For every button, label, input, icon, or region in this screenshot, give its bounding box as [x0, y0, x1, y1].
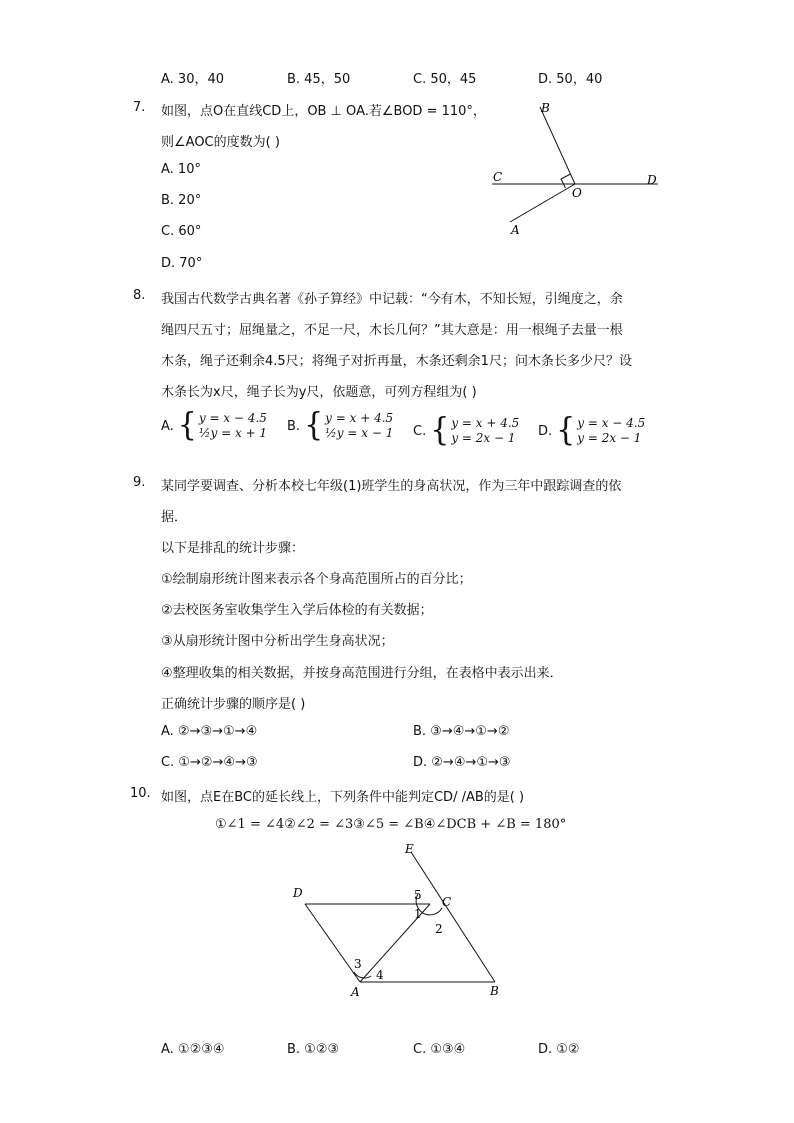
q10-option-c: C. ①③④ — [413, 1042, 466, 1057]
q10-option-a: A. ①②③④ — [161, 1042, 225, 1057]
brace-symbol: { — [430, 412, 450, 449]
q7-label-a: A — [511, 223, 520, 237]
q8-option-d — [538, 412, 646, 449]
q10-label-b: B — [490, 984, 499, 998]
q9-stem-line2: 据． — [161, 510, 188, 525]
q10-label-e: E — [405, 842, 414, 856]
q7-option-a: A. 10° — [161, 162, 201, 177]
q10-angle-label-4: 4 — [376, 968, 384, 982]
q8-stem-line4: 木条长为x尺，绳子长为y尺，依题意，可列方程组为( ) — [161, 385, 477, 400]
q9-stem-line1: 某同学要调查、分析本校七年级(1)班学生的身高状况，作为三年中跟踪调查的依 — [161, 479, 622, 494]
q7-stem-line1: 如图，点O在直线CD上，OB ⊥ OA.若∠BOD = 110°， — [161, 104, 486, 119]
q10-angle-label-3: 3 — [354, 957, 362, 971]
q6-option-a: A. 30，40 — [161, 72, 225, 87]
q8-option-c-eq1: y = x + 4.5 — [451, 416, 520, 430]
q8-option-a-label: A. — [161, 418, 174, 434]
q7-option-d: D. 70° — [161, 256, 203, 271]
q7-ray-ob — [540, 107, 575, 184]
q10-figure — [280, 838, 520, 1008]
q7-option-c: C. 60° — [161, 224, 202, 239]
q8-option-a-eq1: y = x − 4.5 — [198, 411, 267, 425]
q7-option-b: B. 20° — [161, 193, 202, 208]
q9-option-a: A. ②→③→①→④ — [161, 724, 258, 739]
q8-option-a-eq2: ½y = x + 1 — [198, 426, 268, 440]
q7-ray-oa — [510, 184, 575, 222]
q7-number: 7. — [133, 100, 146, 115]
q10-stem: 如图，点E在BC的延长线上，下列条件中能判定CD/ /AB的是( ) — [161, 790, 525, 805]
q9-step-2: ②去校医务室收集学生入学后体检的有关数据； — [161, 603, 433, 618]
q10-label-a: A — [351, 985, 360, 999]
q9-step-1: ①绘制扇形统计图来表示各个身高范围所占的百分比； — [161, 572, 472, 587]
q10-angle-label-5: 5 — [414, 888, 422, 902]
q6-option-b: B. 45，50 — [287, 72, 351, 87]
q8-stem-line3: 木条，绳子还剩余4.5尺；将绳子对折再量，木条还剩余1尺；问木条长多少尺？设 — [161, 354, 632, 369]
q7-figure — [480, 95, 680, 245]
q9-option-d: D. ②→④→①→③ — [413, 755, 511, 770]
q10-option-b: B. ①②③ — [287, 1042, 340, 1057]
q10-label-c: C — [442, 895, 452, 909]
q7-label-c: C — [493, 170, 503, 184]
q6-option-d: D. 50，40 — [538, 72, 603, 87]
q9-number: 9. — [133, 475, 146, 490]
q10-conditions: ①∠1 = ∠4②∠2 = ∠3③∠5 = ∠B④∠DCB + ∠B = 180° — [215, 817, 567, 832]
q10-angle-label-1: 1 — [414, 907, 422, 921]
q7-label-b: B — [541, 101, 550, 115]
brace-symbol: { — [556, 412, 576, 449]
q7-label-d: D — [647, 173, 657, 187]
q8-option-b — [287, 407, 394, 444]
q8-option-d-eq1: y = x − 4.5 — [577, 416, 646, 430]
q8-option-c-label: C. — [413, 423, 427, 439]
q8-option-c — [413, 412, 520, 449]
q9-option-b: B. ③→④→①→② — [413, 724, 510, 739]
brace-symbol: { — [304, 407, 324, 444]
q10-angle-label-2: 2 — [435, 922, 443, 936]
q10-line-da — [305, 904, 360, 982]
q9-step-3: ③从扇形统计图中分析出学生身高状况； — [161, 634, 394, 649]
q10-number: 10. — [130, 786, 151, 801]
q8-option-b-label: B. — [287, 418, 301, 434]
q6-option-c: C. 50，45 — [413, 72, 477, 87]
q8-option-d-eq2: y = 2x − 1 — [577, 431, 642, 445]
q8-option-d-label: D. — [538, 423, 553, 439]
q7-label-o: O — [572, 186, 582, 200]
q8-option-a — [161, 407, 268, 444]
q9-question: 正确统计步骤的顺序是( ) — [161, 697, 306, 712]
q8-option-b-eq2: ½y = x − 1 — [325, 426, 394, 440]
q10-line-eb — [411, 852, 495, 982]
q9-intro: 以下是排乱的统计步骤： — [161, 541, 305, 556]
q8-number: 8. — [133, 288, 146, 303]
q10-label-d: D — [293, 886, 303, 900]
brace-symbol: { — [177, 407, 197, 444]
q8-stem-line2: 绳四尺五寸；屈绳量之，不足一尺，木长几何？”其大意是：用一根绳子去量一根 — [161, 323, 623, 338]
q9-step-4: ④整理收集的相关数据，并按身高范围进行分组，在表格中表示出来． — [161, 666, 563, 681]
q10-option-d: D. ①② — [538, 1042, 580, 1057]
q8-stem-line1: 我国古代数学古典名著《孙子算经》中记载：“今有木，不知长短，引绳度之，余 — [161, 292, 623, 307]
q7-stem-line2: 则∠AOC的度数为( ) — [161, 135, 280, 150]
q7-right-angle-mark — [561, 174, 571, 188]
q8-option-b-eq1: y = x + 4.5 — [325, 411, 394, 425]
q9-option-c: C. ①→②→④→③ — [161, 755, 258, 770]
q8-option-c-eq2: y = 2x − 1 — [451, 431, 516, 445]
